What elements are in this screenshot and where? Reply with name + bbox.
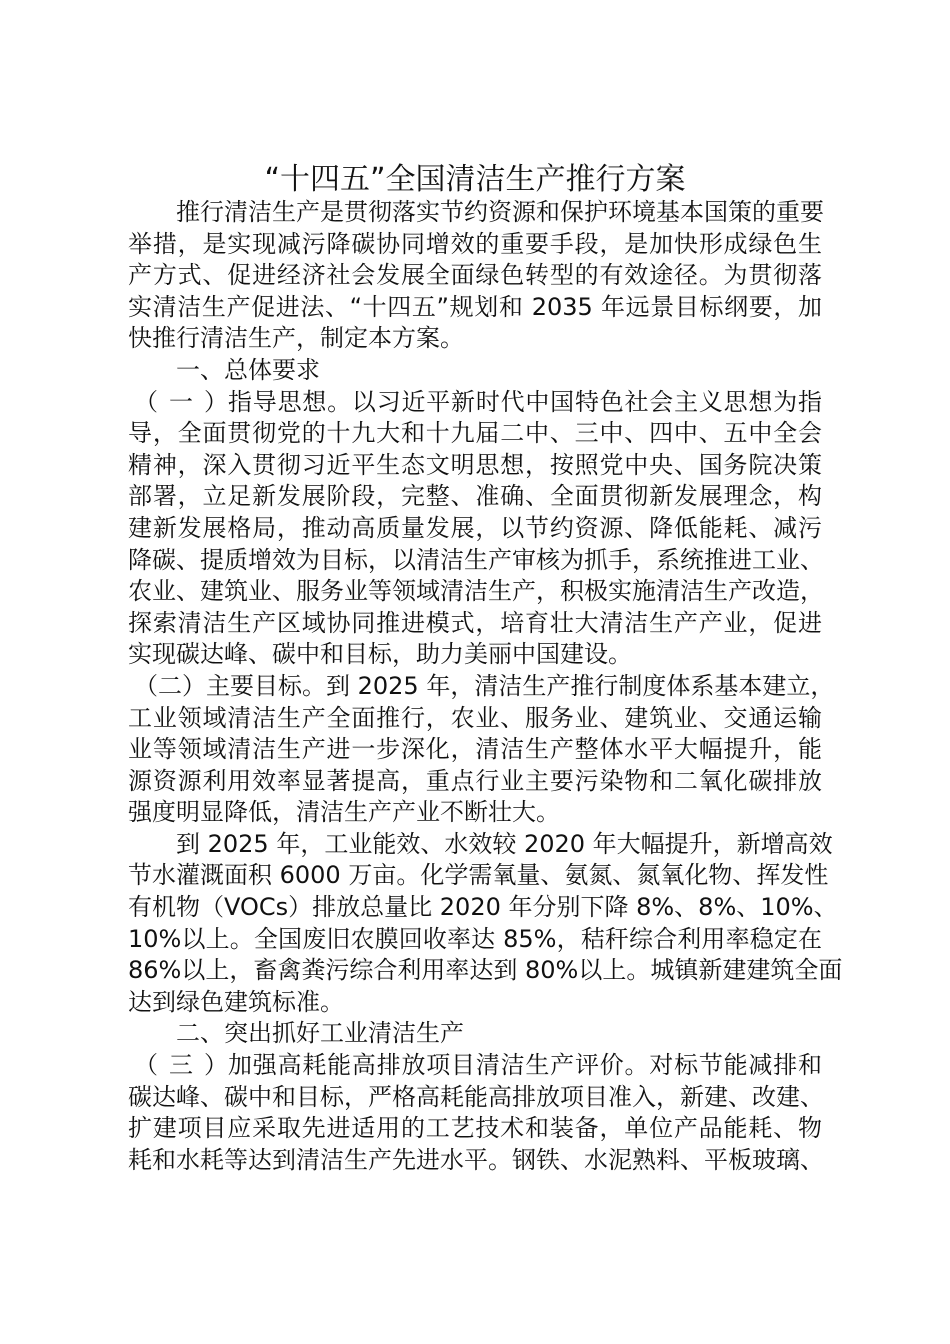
document-body	[128, 197, 843, 1176]
paragraph-line: 农业、建筑业、服务业等领域清洁生产，积极实施清洁生产改造，	[128, 577, 824, 606]
item-number: （一）	[134, 387, 228, 416]
paragraph-line	[128, 387, 822, 419]
paragraph-line: 产方式、促进经济社会发展全面绿色转型的有效途径。为贯彻落	[128, 261, 822, 290]
paragraph-line	[128, 671, 835, 703]
paragraph-line: 实现碳达峰、碳中和目标，助力美丽中国建设。	[128, 640, 632, 669]
paragraph-line: 推行清洁生产是贯彻落实节约资源和保护环境基本国策的重要	[176, 198, 824, 226]
section-heading: 一、总体要求	[176, 355, 320, 384]
paragraph-line: 达到绿色建筑标准。	[128, 987, 344, 1016]
paragraph-line: 业等领域清洁生产进一步深化，清洁生产整体水平大幅提升，能	[128, 735, 822, 764]
paragraph-line: 部署，立足新发展阶段，完整、准确、全面贯彻新发展理念，构	[128, 482, 822, 511]
section-heading: 二、突出抓好工业清洁生产	[176, 1019, 464, 1048]
item-number: （二）	[134, 671, 206, 700]
paragraph-line: 工业领域清洁生产全面推行，农业、服务业、建筑业、交通运输	[128, 703, 822, 732]
paragraph-line: 实清洁生产促进法、“十四五”规划和 2035 年远景目标纲要，加	[128, 292, 822, 321]
paragraph-line: 导，全面贯彻党的十九大和十九届二中、三中、四中、五中全会	[128, 419, 822, 448]
item-text: 指导思想。以习近平新时代中国特色社会主义思想为指	[228, 387, 822, 416]
paragraph-line: 碳达峰、碳中和目标，严格高耗能高排放项目准入，新建、改建、	[128, 1082, 824, 1111]
item-text: 加强高耗能高排放项目清洁生产评价。对标节能减排和	[228, 1051, 822, 1080]
paragraph-line: 节水灌溉面积 6000 万亩。化学需氧量、氨氮、氮氧化物、挥发性	[128, 861, 829, 890]
paragraph-line: 扩建项目应采取先进适用的工艺技术和装备，单位产品能耗、物	[128, 1114, 822, 1143]
paragraph-line: 有机物（VOCs）排放总量比 2020 年分别下降 8%、8%、10%、	[128, 893, 838, 922]
document-title: “十四五”全国清洁生产推行方案	[264, 162, 686, 197]
paragraph-line: 86%以上，畜禽粪污综合利用率达到 80%以上。城镇新建建筑全面	[128, 956, 843, 985]
paragraph-line: 探索清洁生产区域协同推进模式，培育壮大清洁生产产业，促进	[128, 608, 822, 637]
item-text: 主要目标。到 2025 年，清洁生产推行制度体系基本建立，	[206, 671, 835, 700]
item-number: （三）	[134, 1051, 228, 1080]
paragraph-line: 降碳、提质增效为目标，以清洁生产审核为抓手，系统推进工业、	[128, 545, 824, 574]
paragraph-line: 耗和水耗等达到清洁生产先进水平。钢铁、水泥熟料、平板玻璃、	[128, 1145, 824, 1174]
paragraph-line: 举措，是实现减污降碳协同增效的重要手段，是加快形成绿色生	[128, 229, 822, 258]
paragraph-line	[128, 1050, 822, 1082]
paragraph-line: 10%以上。全国废旧农膜回收率达 85%，秸秆综合利用率稳定在	[128, 924, 822, 953]
paragraph-line: 建新发展格局，推动高质量发展，以节约资源、降低能耗、减污	[128, 513, 822, 542]
paragraph-line: 到 2025 年，工业能效、水效较 2020 年大幅提升，新增高效	[176, 829, 833, 858]
paragraph-line: 强度明显降低，清洁生产产业不断壮大。	[128, 798, 560, 827]
paragraph-line: 精神，深入贯彻习近平生态文明思想，按照党中央、国务院决策	[128, 450, 822, 479]
paragraph-line: 快推行清洁生产，制定本方案。	[128, 324, 464, 353]
paragraph-line: 源资源利用效率显著提高，重点行业主要污染物和二氧化碳排放	[128, 766, 822, 795]
